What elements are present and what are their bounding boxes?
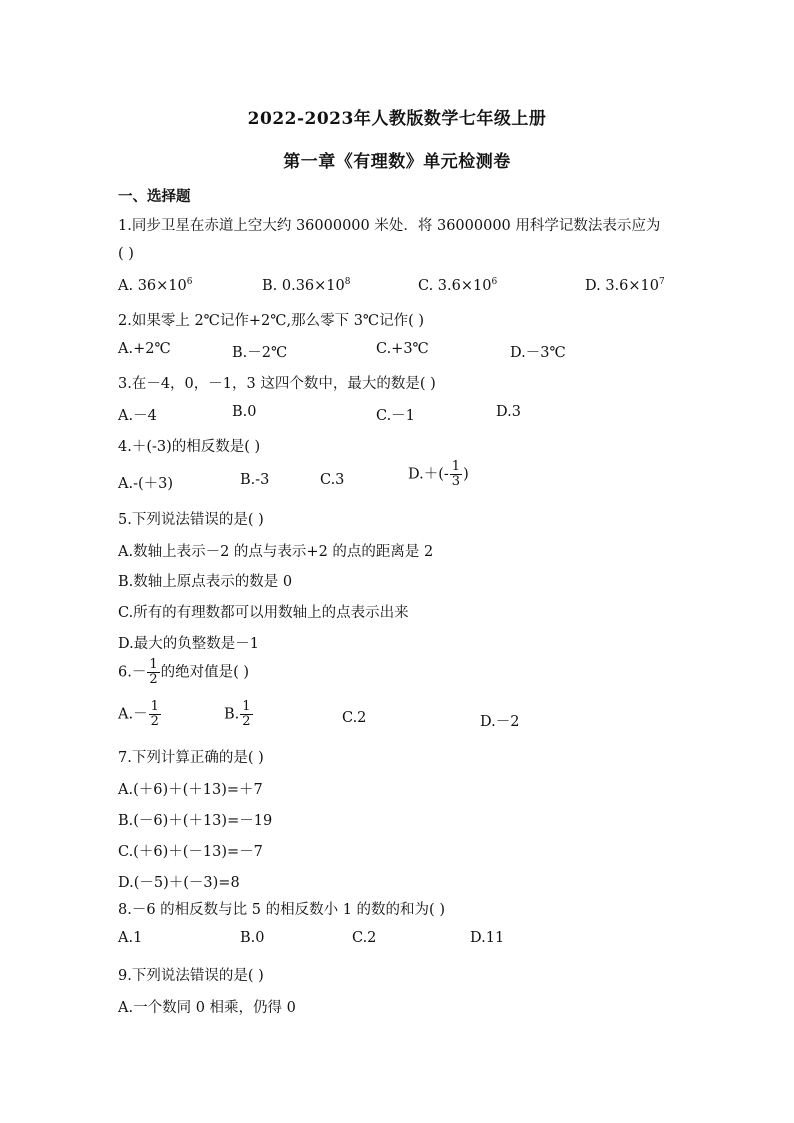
question-2: 2.如果零上 2℃记作+2℃,那么零下 3℃记作( ) bbox=[118, 313, 425, 329]
q9-option-a: A.一个数同 0 相乘，仍得 0 bbox=[118, 1000, 296, 1016]
q8-option-b: B.0 bbox=[240, 930, 265, 946]
q1-option-c: C. $3.6\times 10^6$ bbox=[418, 277, 498, 294]
q6-option-c: C.2 bbox=[342, 710, 367, 726]
question-6: 6.－ $\frac{1}{2}$ 的绝对值是( ) bbox=[118, 657, 250, 687]
fraction: $\frac{1}{2}$ bbox=[242, 699, 251, 729]
q4-option-b: B.-3 bbox=[240, 472, 270, 488]
q7-option-c: C.(＋6)＋(－13)=－7 bbox=[118, 844, 263, 860]
fraction: $\frac{1}{2}$ bbox=[150, 699, 159, 729]
q3-option-b: B.0 bbox=[232, 404, 257, 420]
q7-option-b: B.(－6)＋(＋13)=－19 bbox=[118, 813, 273, 829]
q2-option-a: A.+2℃ bbox=[118, 341, 171, 357]
q4-option-a: A.-(＋3) bbox=[118, 476, 174, 492]
question-8: 8.－6 的相反数与比 5 的相反数小 1 的数的和为( ) bbox=[118, 902, 445, 918]
q8-option-c: C.2 bbox=[352, 930, 377, 946]
q2-option-d: D.－3℃ bbox=[510, 345, 566, 361]
document-subtitle: 第一章《有理数》单元检测卷 bbox=[283, 152, 511, 172]
q5-option-c: C.所有的有理数都可以用数轴上的点表示出来 bbox=[118, 605, 409, 621]
q1-option-d: D. $3.6\times 10^7$ bbox=[585, 277, 665, 294]
q8-option-a: A.1 bbox=[118, 930, 143, 946]
q6-option-a: A.－ $\frac{1}{2}$ bbox=[118, 699, 159, 729]
q5-option-a: A.数轴上表示－2 的点与表示+2 的点的距离是 2 bbox=[118, 544, 434, 560]
q1-option-b: B. $0.36\times 10^8$ bbox=[262, 277, 351, 294]
q6-option-b: B. $\frac{1}{2}$ bbox=[224, 699, 251, 729]
q1-option-a: A. $36\times 10^6$ bbox=[118, 277, 193, 294]
q3-option-d: D.3 bbox=[496, 404, 521, 420]
question-5: 5.下列说法错误的是( ) bbox=[118, 512, 264, 528]
q7-option-d: D.(－5)＋(－3)=8 bbox=[118, 875, 240, 891]
question-9: 9.下列说法错误的是( ) bbox=[118, 968, 264, 984]
question-1-paren: ( ) bbox=[118, 246, 134, 262]
document-title: 2022-2023年人教版数学七年级上册 bbox=[247, 109, 547, 129]
q2-option-c: C.+3℃ bbox=[376, 341, 429, 357]
question-4: 4.＋(-3)的相反数是( ) bbox=[118, 439, 261, 455]
q8-option-d: D.11 bbox=[470, 930, 505, 946]
fraction: $\frac{1}{2}$ bbox=[149, 657, 158, 687]
q2-option-b: B.－2℃ bbox=[232, 345, 288, 361]
q6-option-d: D.－2 bbox=[480, 714, 520, 730]
section-heading: 一、选择题 bbox=[118, 188, 191, 205]
question-1: 1.同步卫星在赤道上空大约 36000000 米处．将 36000000 用科学记数法表示应为 bbox=[118, 218, 661, 234]
q7-option-a: A.(＋6)＋(＋13)=＋7 bbox=[118, 782, 263, 798]
q5-option-b: B.数轴上原点表示的数是 0 bbox=[118, 574, 293, 590]
q4-option-c: C.3 bbox=[320, 472, 345, 488]
q3-option-a: A.－4 bbox=[118, 408, 157, 424]
question-7: 7.下列计算正确的是( ) bbox=[118, 750, 264, 766]
fraction: $\frac{1}{3}$ bbox=[451, 459, 461, 489]
question-3: 3.在－4，0，－1，3 这四个数中，最大的数是( ) bbox=[118, 376, 436, 392]
q4-option-d: D.＋(- $\frac{1}{3}$ ) bbox=[408, 459, 469, 489]
q5-option-d: D.最大的负整数是－1 bbox=[118, 636, 259, 652]
q3-option-c: C.－1 bbox=[376, 408, 415, 424]
